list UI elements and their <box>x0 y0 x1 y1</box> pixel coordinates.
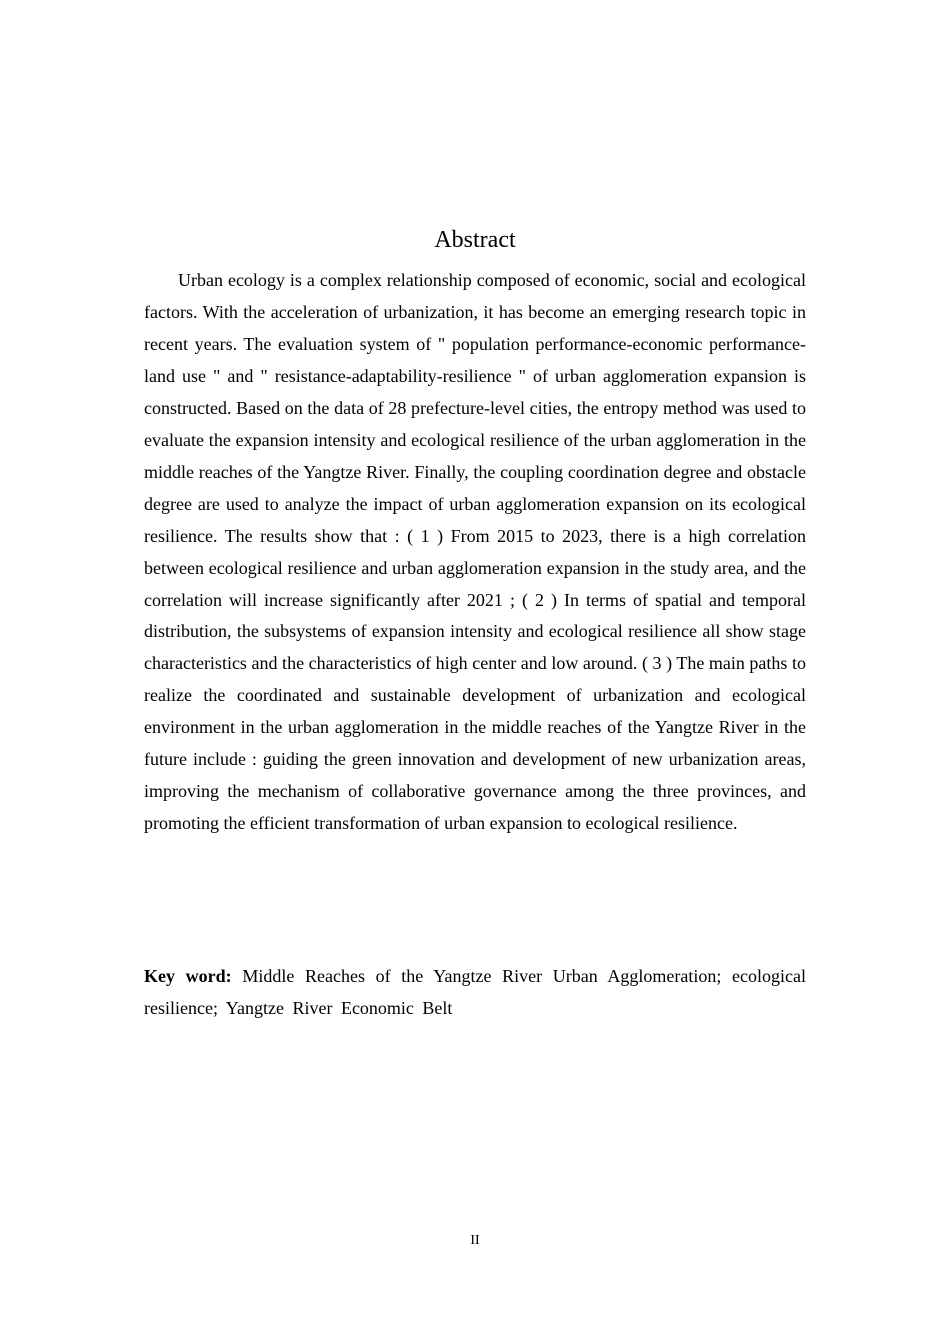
keywords-label: Key word: <box>144 966 232 986</box>
page-number: II <box>470 1233 480 1248</box>
abstract-body: Urban ecology is a complex relationship composed of economic, social and ecological factors. With the acceleration of urbanization, it has become an emerging research topic in recent years. The evaluation system of " population performance-economic performance-land use " and " resistance-adaptability-resilience " of urban agglomeration expansion is constructed. Based on the data of 28 prefecture-level cities, the entropy method was used to evaluate the expansion intensity and ecological resilience of the urban agglomeration in the middle reaches of the Yangtze River. Finally, the coupling coordination degree and obstacle degree are used to analyze the impact of urban agglomeration expansion on its ecological resilience. The results show that : ( 1 ) From 2015 to 2023, there is a high correlation between ecological resilience and urban agglomeration expansion in the study area, and the correlation will increase significantly after 2021 ; ( 2 ) In terms of spatial and temporal distribution, the subsystems of expansion intensity and ecological resilience all show stage characteristics and the characteristics of high center and low around. ( 3 ) The main paths to realize the coordinated and sustainable development of urbanization and ecological environment in the urban agglomeration in the middle reaches of the Yangtze River in the future include : guiding the green innovation and development of new urbanization areas, improving the mechanism of collaborative governance among the three provinces, and promoting the efficient transformation of urban expansion to ecological resilience. <box>144 270 806 834</box>
keywords-paragraph <box>144 960 806 1024</box>
keywords-text: Middle Reaches of the Yangtze River Urban Agglomeration; ecological resilience; Yangtze River Economic Belt <box>144 966 807 1018</box>
abstract-title: Abstract <box>434 227 516 253</box>
